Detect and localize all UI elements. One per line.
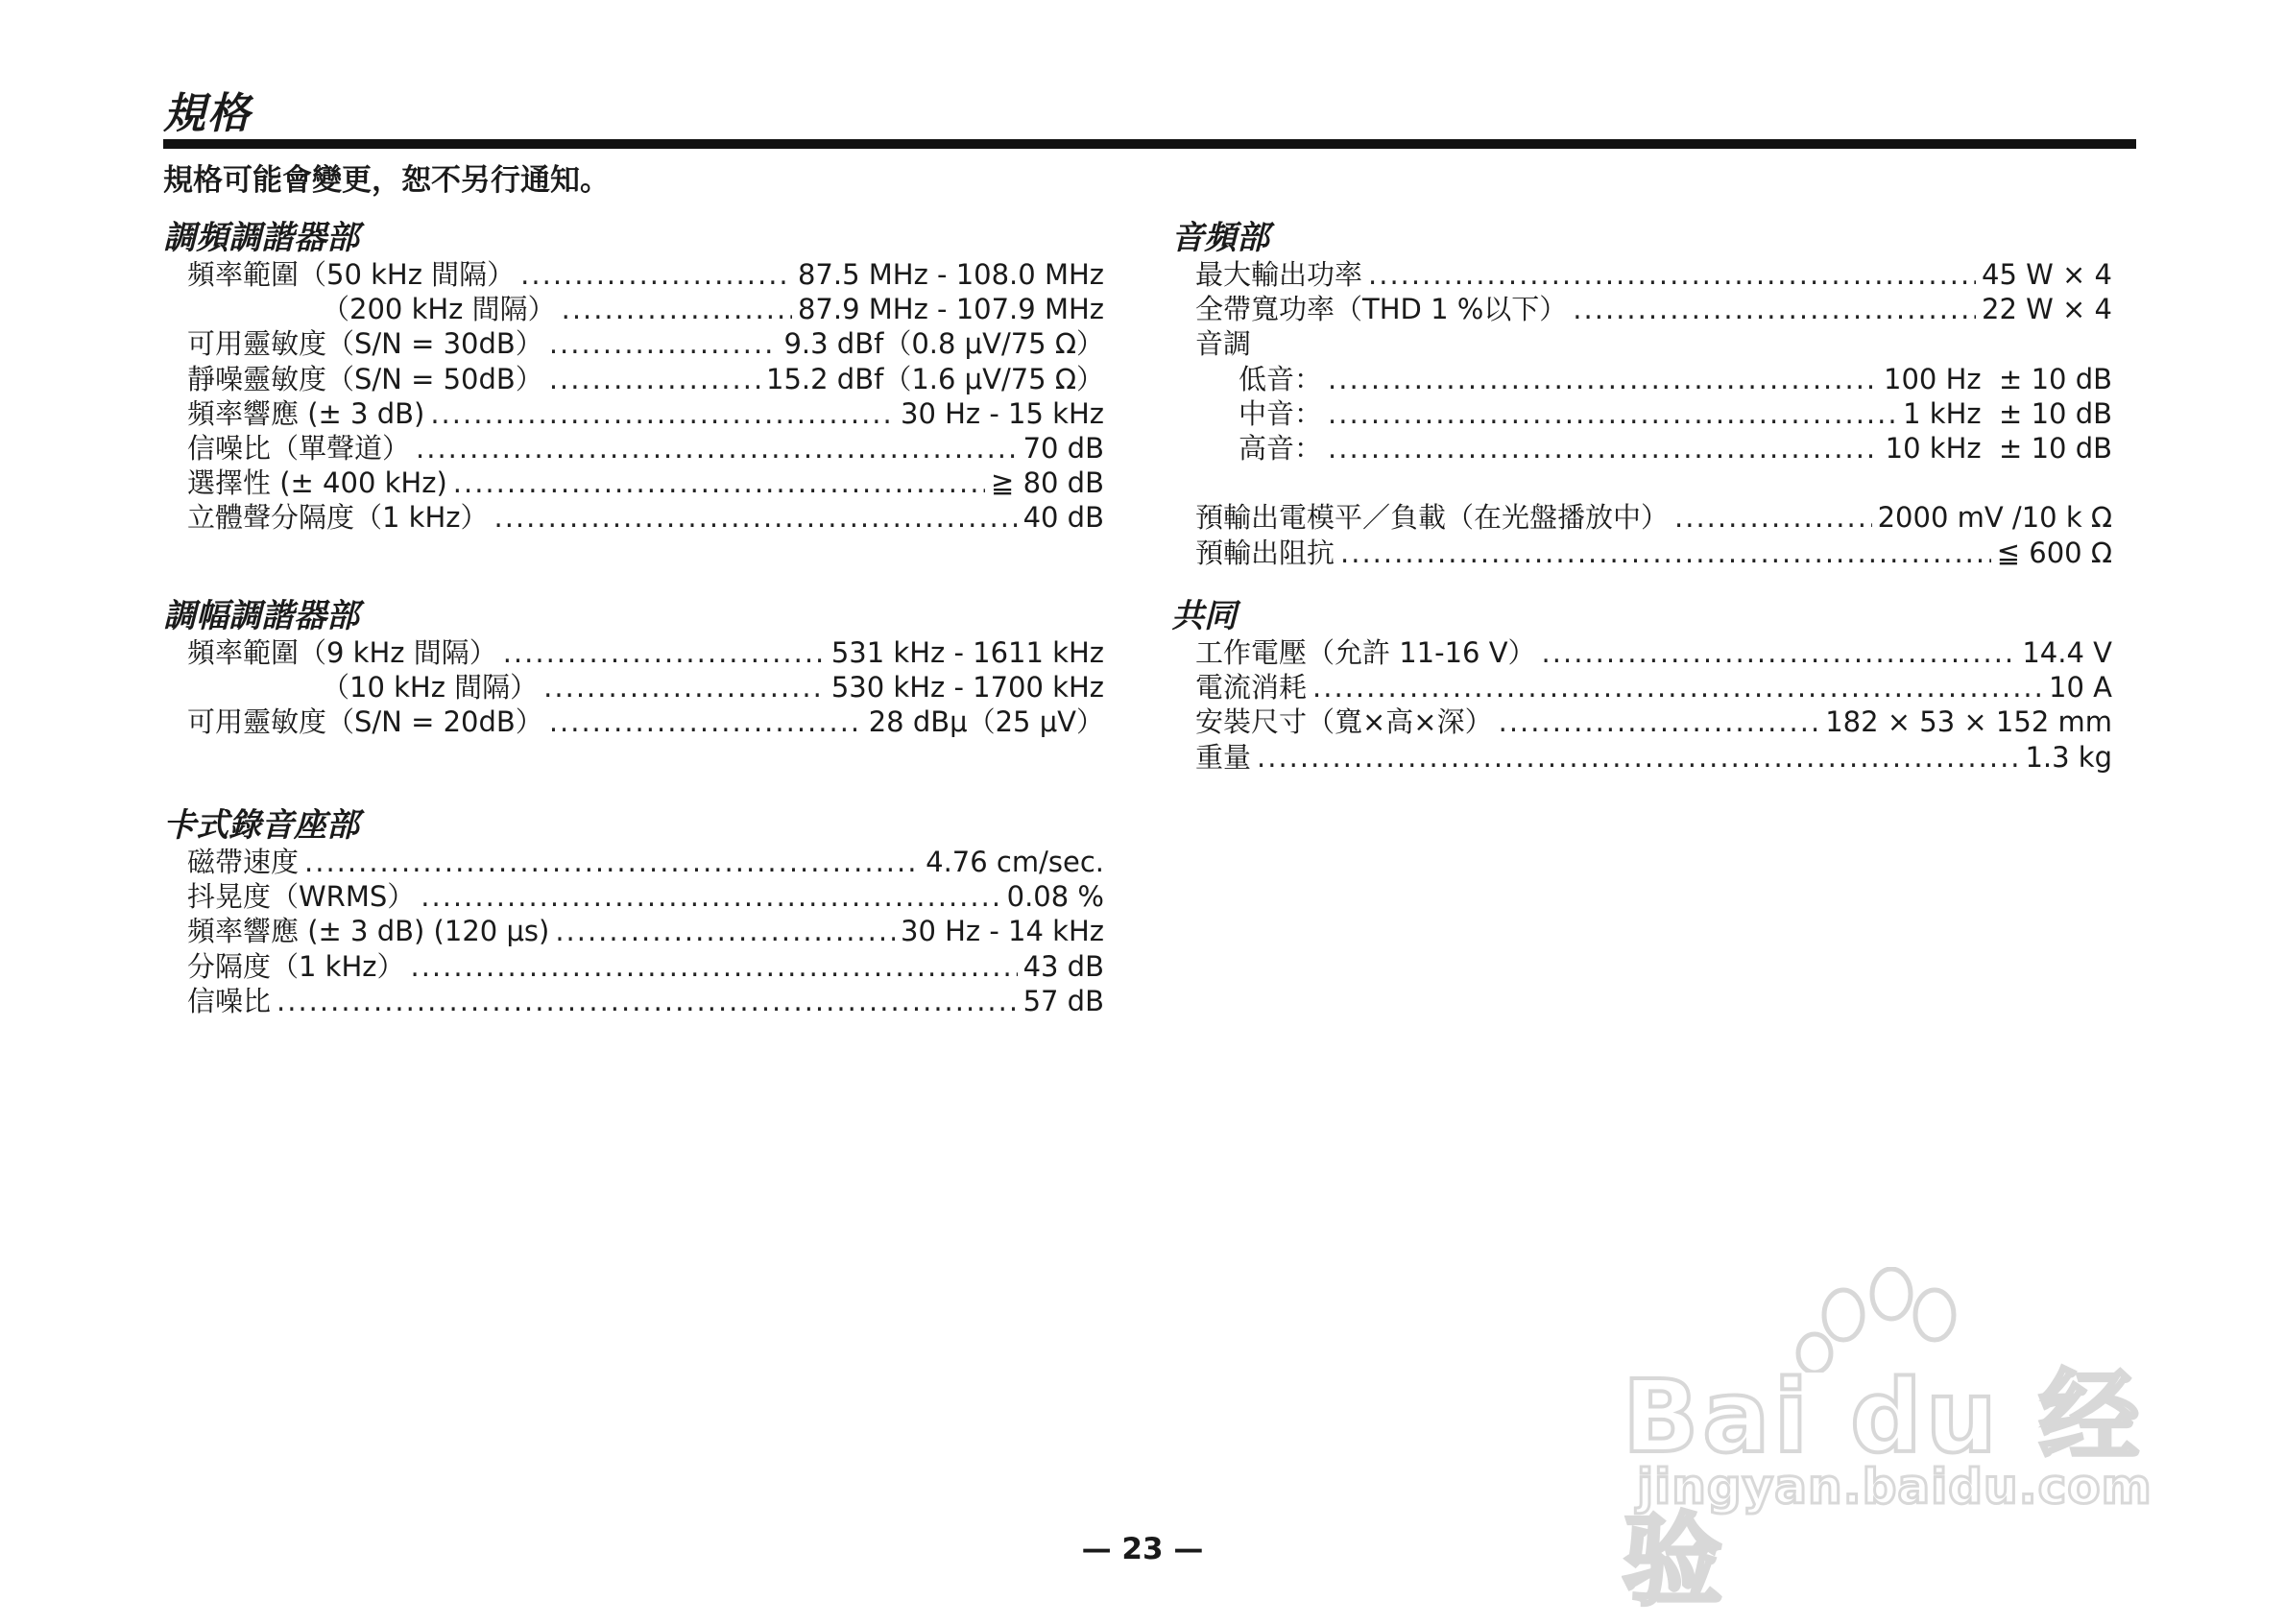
spec-row [187,257,1104,292]
spec-label: 預輸出電模平／負載（在光盤播放中） [1195,501,1670,535]
spec-value: 43 dB [1022,949,1104,983]
spec-label: 信噪比（單聲道） [187,431,411,465]
spec-row [187,879,1104,914]
section-heading: 調頻調諧器部 [163,219,359,257]
spec-value: 30 Hz - 15 kHz [901,396,1104,430]
leader-dots [411,949,1018,984]
spec-label: 預輸出阻抗 [1195,536,1335,569]
spec-label: 頻率響應 (± 3 dB) (120 μs) [187,915,550,948]
leader-dots [549,705,863,739]
leader-dots [1542,635,2017,670]
spec-value: 14.4 V [2022,636,2112,669]
spec-row [187,914,1104,948]
leader-dots [1328,431,1880,466]
page-title: 規格 [163,89,252,138]
spec-row [187,635,1104,670]
watermark-url: jingyan.baidu.com [1637,1459,2153,1515]
spec-value: 40 dB [1022,501,1104,535]
spec-label: 可用靈敏度（S/N = 30dB） [187,327,543,361]
spec-value: 182 × 53 × 152 mm [1825,705,2112,739]
spec-label: 立體聲分隔度（1 kHz） [187,501,489,535]
spec-value: 100 Hz ± 10 dB [1884,362,2112,395]
leader-dots [562,292,792,326]
spec-row [1195,292,2112,326]
spec-row [187,949,1104,984]
spec-row [187,431,1104,466]
spec-row [187,500,1104,535]
fm-tuner-section [163,219,1104,536]
spec-value: ≦ 600 Ω [1996,536,2112,569]
spec-label: 頻率範圍（9 kHz 間隔） [187,636,497,669]
spec-value: 530 kHz - 1700 kHz [830,671,1104,705]
spec-label: 抖晃度（WRMS） [187,880,416,914]
spec-value: 2000 mV /10 k Ω [1877,501,2112,535]
spec-value: 22 W × 4 [1982,293,2112,326]
leader-dots [543,670,826,705]
title-rule [163,139,2136,149]
leader-dots [1312,670,2043,705]
leader-dots [1368,257,1976,292]
audio-section [1171,219,2112,570]
section-heading: 音頻部 [1171,219,1269,257]
spec-label: 選擇性 (± 400 kHz) [187,466,447,500]
spec-row [187,466,1104,500]
leader-dots [421,879,1000,914]
spec-label: 可用靈敏度（S/N = 20dB） [187,705,543,739]
spec-label: 靜噪靈敏度（S/N = 50dB） [187,362,543,395]
spec-row [1195,396,2112,431]
spec-label: 重量 [1195,740,1252,774]
section-heading: 卡式錄音座部 [163,806,359,845]
spec-value: 15.2 dBf（1.6 μV/75 Ω） [766,362,1104,395]
leader-dots [555,914,895,948]
leader-dots [1573,292,1976,326]
spec-row [1195,670,2112,705]
leader-dots [1257,740,2019,775]
spec-label: 全帶寬功率（THD 1 %以下） [1195,293,1568,326]
leader-dots [277,984,1018,1018]
cassette-deck-section [163,806,1104,1018]
spec-row [1195,500,2112,535]
spec-label: 低音： [1239,362,1323,395]
spec-row [1195,326,2112,361]
spec-row [187,292,1104,326]
leader-dots [494,500,1018,535]
spec-value: ≧ 80 dB [991,466,1104,500]
spec-value: 1.3 kg [2025,740,2112,774]
spec-label: 工作電壓（允許 11-16 V） [1195,636,1536,669]
leader-dots [430,396,895,431]
spec-row [1195,431,2112,466]
spec-value: 45 W × 4 [1982,258,2112,291]
spec-value: 87.5 MHz - 108.0 MHz [797,258,1104,291]
spec-row [187,326,1104,361]
spec-label: 分隔度（1 kHz） [187,949,405,983]
spec-label: 磁帶速度 [187,846,300,878]
spec-value: 10 A [2049,671,2112,705]
spec-label: 中音： [1239,396,1323,430]
page-subtitle: 規格可能會變更，恕不另行通知。 [163,163,610,198]
spec-row [1195,705,2112,739]
spec-row [187,362,1104,396]
spec-row [1195,536,2112,570]
spec-value: 4.76 cm/sec. [926,846,1104,878]
leader-dots [416,431,1018,466]
general-section [1171,597,2112,775]
leader-dots [520,257,792,292]
spec-value: 10 kHz ± 10 dB [1885,431,2112,465]
spec-value: 531 kHz - 1611 kHz [830,636,1104,669]
spec-label: 音調 [1195,327,1252,361]
leader-dots [1340,536,1991,570]
spec-label: 頻率範圍（50 kHz 間隔） [187,258,516,291]
spec-row [1195,635,2112,670]
spec-label: （10 kHz 間隔） [322,671,539,705]
spec-value: 87.9 MHz - 107.9 MHz [797,293,1104,326]
section-heading: 共同 [1171,597,1237,635]
spec-row [187,396,1104,431]
leader-dots [1328,396,1897,431]
spec-row [1195,257,2112,292]
leader-dots [549,326,779,361]
spec-label: 頻率響應 (± 3 dB) [187,396,425,430]
leader-dots [304,845,920,879]
leader-dots [549,362,760,396]
spec-value: 9.3 dBf（0.8 μV/75 Ω） [783,327,1104,361]
spec-row [1195,740,2112,775]
am-tuner-section [163,597,1104,740]
leader-dots [1674,500,1872,535]
spec-label: 安裝尺寸（寬×高×深） [1195,705,1493,739]
baidu-watermark [1623,1267,2160,1619]
spec-label: 電流消耗 [1195,671,1308,705]
spec-label: 最大輸出功率 [1195,258,1363,291]
spec-row [187,705,1104,739]
section-heading: 調幅調諧器部 [163,597,359,635]
spec-value: 28 dBμ（25 μV） [868,705,1104,739]
watermark-brand: Bai du 经验 [1623,1358,2143,1619]
spec-row [1195,362,2112,396]
spec-value: 57 dB [1022,984,1104,1017]
leader-dots [1328,362,1878,396]
spec-label: 高音： [1239,431,1323,465]
spec-row [187,984,1104,1018]
spec-label: 信噪比 [187,984,272,1017]
leader-dots [503,635,826,670]
spec-label: （200 kHz 間隔） [322,293,556,326]
leader-dots [1499,705,1820,739]
spec-value: 70 dB [1022,431,1104,465]
spec-value: 1 kHz ± 10 dB [1903,396,2112,430]
spec-value: 0.08 % [1006,880,1104,914]
spec-row [187,845,1104,879]
page-number: — 23 — [1081,1532,1204,1566]
spec-value: 30 Hz - 14 kHz [901,915,1104,948]
spec-row [187,670,1104,705]
leader-dots [453,466,985,500]
